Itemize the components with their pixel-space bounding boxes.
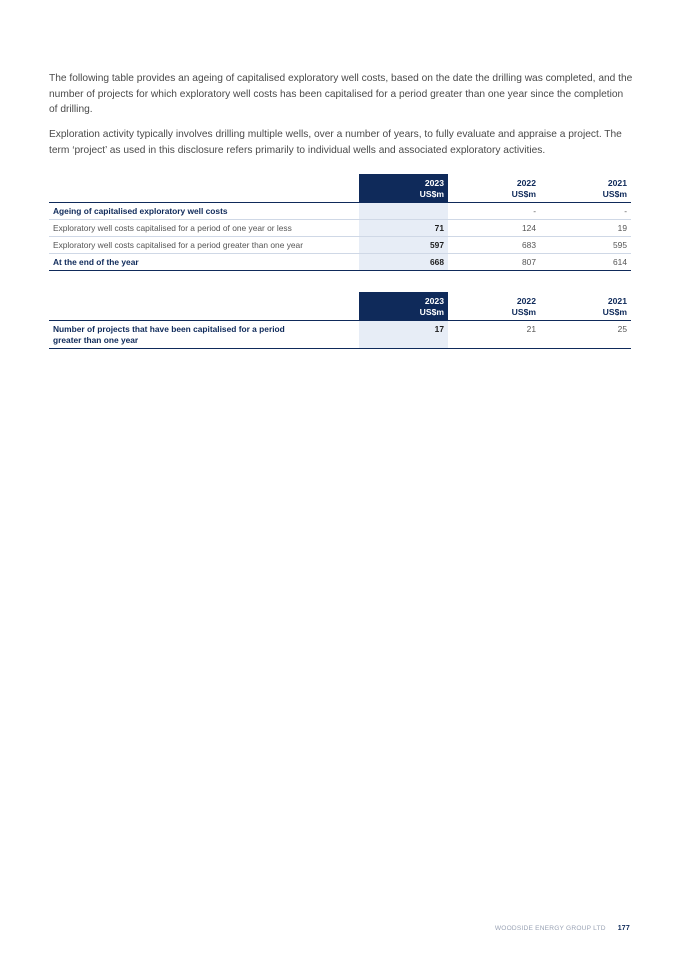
header-label-cell	[49, 174, 359, 203]
table-row	[49, 220, 631, 237]
value-2023	[359, 203, 448, 220]
intro-paragraph-1: The following table provides an ageing of capitalised exploratory well costs, based on the date the drilling was completed, and the number of projects for which exploratory well costs has been capitalised for a period greater than one year since the completion of drilling.	[49, 73, 633, 115]
table-header-row	[49, 174, 631, 203]
value-2021: 595	[540, 237, 631, 254]
header-label-cell	[49, 292, 359, 321]
page-footer	[495, 925, 630, 932]
table-header-row	[49, 292, 631, 321]
page-number: 177	[617, 925, 630, 932]
header-2023: 2023 US$m	[359, 174, 448, 203]
value-2023: 597	[359, 237, 448, 254]
footer-company: WOODSIDE ENERGY GROUP LTD	[494, 925, 606, 932]
row-label: At the end of the year	[49, 254, 359, 271]
value-2021: 19	[540, 220, 631, 237]
projects-table	[49, 292, 631, 349]
row-label: Ageing of capitalised exploratory well costs	[49, 203, 359, 220]
value-2022: 124	[448, 220, 540, 237]
table-total-row	[49, 254, 631, 271]
header-2022: 2022 US$m	[448, 174, 540, 203]
value-2021: 25	[540, 321, 631, 349]
value-2023: 668	[359, 254, 448, 271]
value-2022: -	[448, 203, 540, 220]
table-row	[49, 237, 631, 254]
intro-paragraph-2: Exploration activity typically involves drilling multiple wells, over a number of years, to fully evaluate and appraise a project. The term ‘project’ as used in this disclosure refers primarily to individual wells and associated exploratory activities.	[49, 129, 622, 156]
value-2022: 683	[448, 237, 540, 254]
row-label: Exploratory well costs capitalised for a period of one year or less	[49, 220, 359, 237]
table-row	[49, 203, 631, 220]
value-2022: 807	[448, 254, 540, 271]
value-2023: 71	[359, 220, 448, 237]
ageing-table	[49, 174, 631, 271]
value-2021: 614	[540, 254, 631, 271]
header-2021: 2021 US$m	[540, 174, 631, 203]
table-row	[49, 321, 631, 349]
value-2021: -	[540, 203, 631, 220]
header-2021: 2021 US$m	[540, 292, 631, 321]
value-2022: 21	[448, 321, 540, 349]
row-label: Exploratory well costs capitalised for a period greater than one year	[49, 237, 359, 254]
value-2023: 17	[359, 321, 448, 349]
header-2022: 2022 US$m	[448, 292, 540, 321]
row-label: Number of projects that have been capitalised for a period greater than one year	[49, 321, 359, 349]
header-2023: 2023 US$m	[359, 292, 448, 321]
